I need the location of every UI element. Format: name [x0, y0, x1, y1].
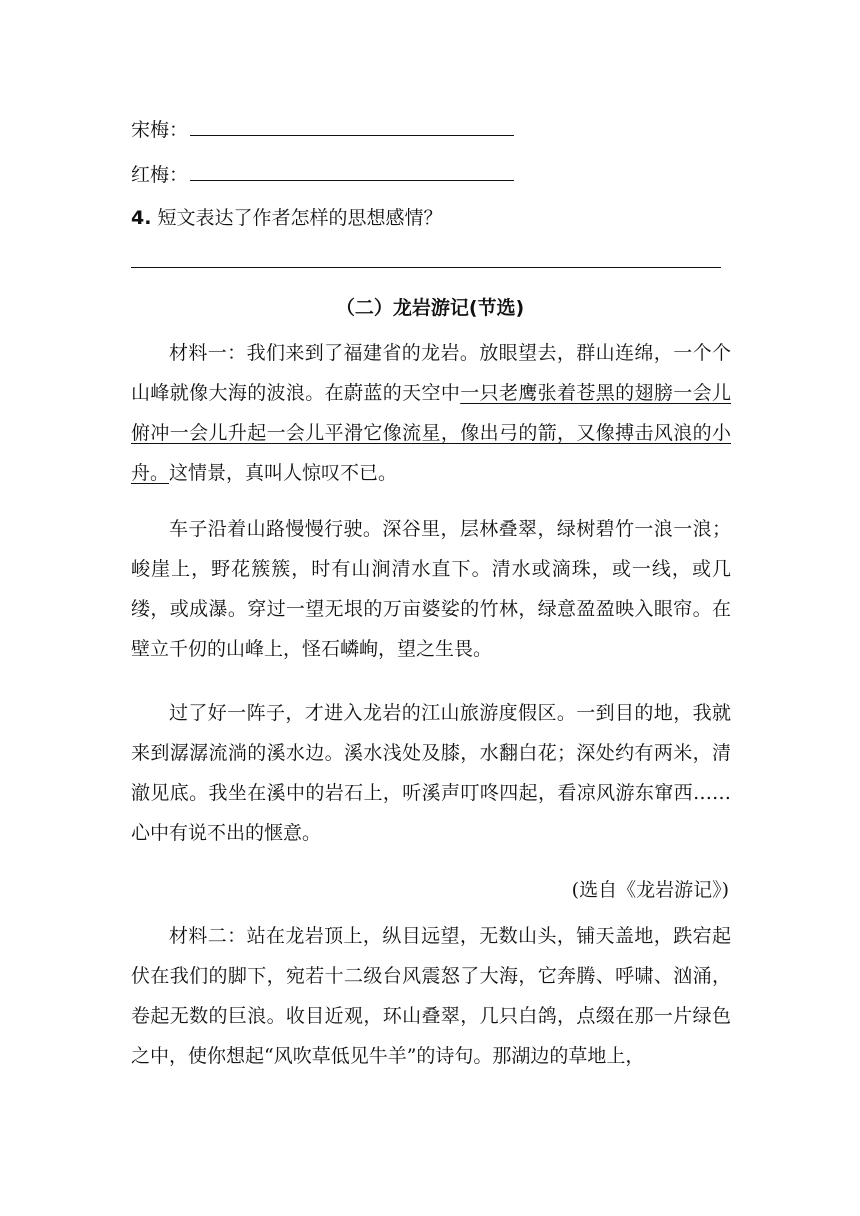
- hongmei-answer-blank[interactable]: [190, 162, 514, 181]
- question-4-number: 4.: [131, 207, 152, 229]
- material-1-paragraph-1: [131, 333, 731, 493]
- songmei-answer-blank[interactable]: [190, 117, 514, 136]
- material-1-paragraph-3: 过了好一阵子，才进入龙岩的江山旅游度假区。一到目的地，我就来到潺潺流淌的溪水边。溪水浅处及膝，水翻白花；深处约有两米，清澈见底。我坐在溪中的岩石上，听溪声叮咚四起，看凉风游东窜西……心中有说不出的惬意。: [131, 702, 731, 844]
- question-4-answer-line[interactable]: [131, 267, 721, 268]
- material-2-paragraph-1: 材料二：站在龙岩顶上，纵目远望，无数山头，铺天盖地，跌宕起伏在我们的脚下，宛若十二级台风震怒了大海，它奔腾、呼啸、汹涌，卷起无数的巨浪。收目近观，环山叠翠，几只白鸽，点缀在那一片绿色之中，使你想起“风吹草低见牛羊”的诗句。那湖边的草地上，: [131, 925, 731, 1067]
- question-4-text: 短文表达了作者怎样的思想感情？: [151, 207, 443, 229]
- material-1-paragraph-2: 车子沿着山路慢慢行驶。深谷里，层林叠翠，绿树碧竹一浪一浪；峻崖上，野花簇簇，时有山涧清水直下。清水或滴珠，或一线，或几缕，或成瀑。穿过一望无垠的万亩婆娑的竹林，绿意盈盈映入眼帘。在壁立千仞的山峰上，怪石嶙峋，望之生畏。: [131, 518, 731, 660]
- material-1-underlined-sentence: 一只老鹰张着苍黑的翅膀一会儿俯冲一会儿升起一会儿平滑它像流星，像出弓的箭，又像搏击风浪的小舟。: [131, 382, 731, 484]
- section-title: （二）龙岩游记(节选): [335, 297, 525, 319]
- question-4: [131, 206, 443, 230]
- hongmei-label: 红梅：: [131, 164, 189, 186]
- songmei-answer-row: [131, 117, 514, 142]
- material-1-source: (选自《龙岩游记》): [571, 879, 729, 901]
- material-1-text-b: 这情景，真叫人惊叹不已。: [169, 462, 398, 484]
- material-1-text-a: 材料一：我们来到了福建省的龙岩。放眼望去，群山连绵，一个个山峰就像大海的波浪。在蔚蓝的天空中: [131, 342, 731, 404]
- hongmei-answer-row: [131, 162, 514, 187]
- songmei-label: 宋梅：: [131, 119, 189, 141]
